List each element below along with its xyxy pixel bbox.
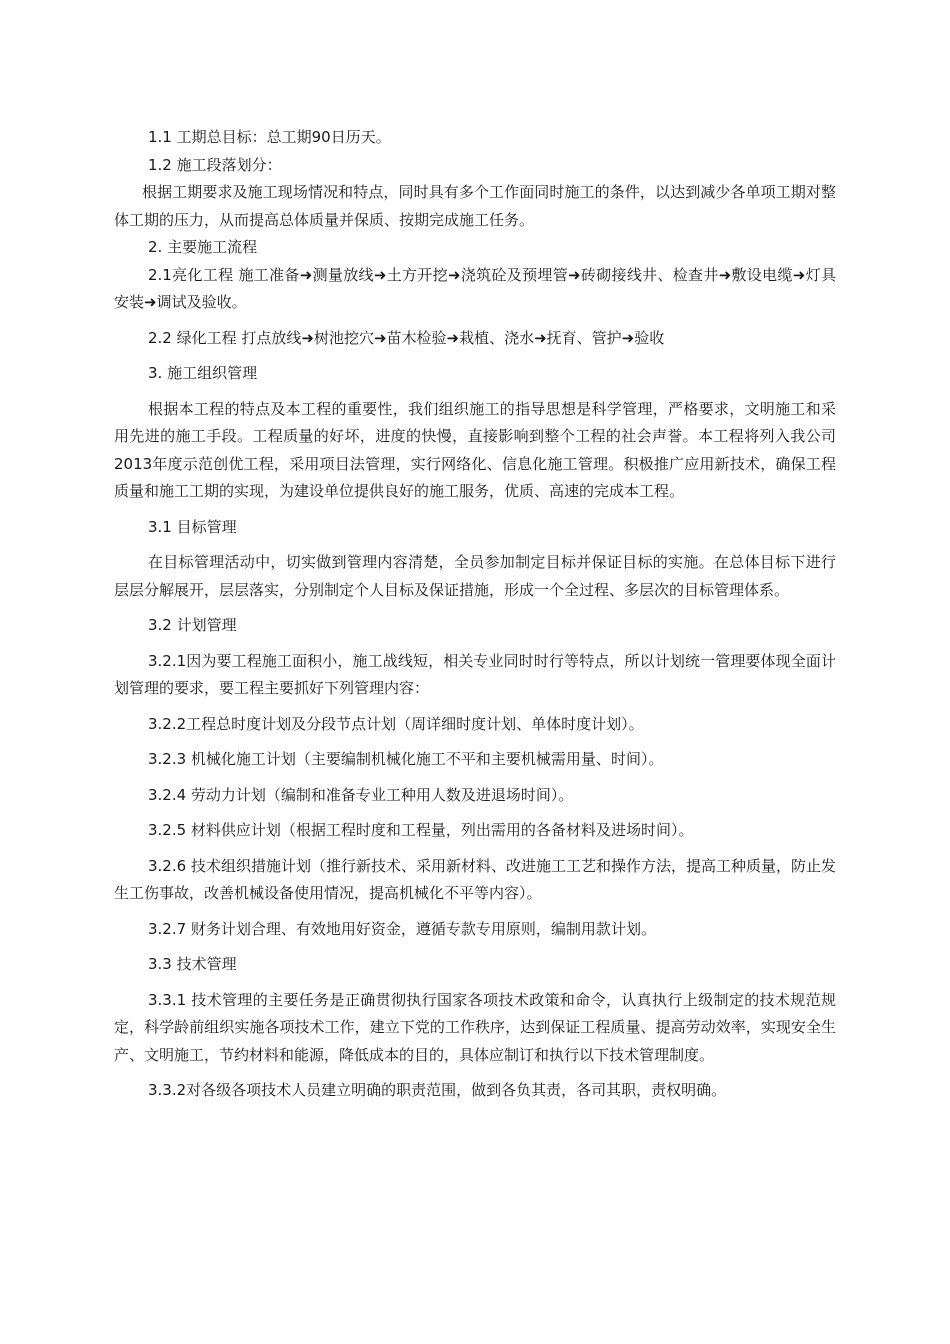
paragraph: 2. 主要施工流程 xyxy=(148,238,258,256)
paragraph: 1.1 工期总目标：总工期90日历天。 xyxy=(148,128,391,146)
paragraph: 2.2 绿化工程 打点放线➜树池挖穴➜苗木检验➜栽植、浇水➜抚育、管护➜验收 xyxy=(148,328,665,347)
paragraph: 在目标管理活动中，切实做到管理内容清楚，全员参加制定目标并保证目标的实施。在总体目标下进行层层分解展开，层层落实，分别制定个人目标及保证措施，形成一个全过程、多层次的目标管理体系。 xyxy=(114,553,836,599)
paragraph: 3.2.5 材料供应计划（根据工程时度和工程量，列出需用的各备材料及进场时间）。 xyxy=(148,821,694,839)
paragraph: 3. 施工组织管理 xyxy=(148,364,258,382)
paragraph: 根据本工程的特点及本工程的重要性，我们组织施工的指导思想是科学管理，严格要求，文明施工和采用先进的施工手段。工程质量的好坏，进度的快慢，直接影响到整个工程的社会声誉。本工程将列入我公司2013年度示范创优工程，采用项目法管理，实行网络化、信息化施工管理。积极推广应用新技术，确保工程质量和施工工期的实现，为建设单位提供良好的施工服务，优质、高速的完成本工程。 xyxy=(114,399,836,500)
paragraph: 3.2 计划管理 xyxy=(148,616,237,634)
paragraph: 2.1亮化工程 施工准备➜测量放线➜土方开挖➜浇筑砼及预埋管➜砖砌接线井、检查井➜敷设电缆➜灯具安装➜调试及验收。 xyxy=(114,265,836,311)
paragraph: 3.2.2工程总时度计划及分段节点计划（周详细时度计划、单体时度计划）。 xyxy=(148,714,644,733)
paragraph: 3.3.1 技术管理的主要任务是正确贯彻执行国家各项技术政策和命令，认真执行上级制定的技术规范规定，科学龄前组织实施各项技术工作，建立下党的工作秩序，达到保证工程质量、提高劳动效率，实现安全生产、文明施工，节约材料和能源，降低成本的目的，具体应制订和执行以下技术管理制度。 xyxy=(114,990,836,1064)
paragraph: 1.2 施工段落划分： xyxy=(148,155,282,174)
paragraph: 3.2.4 劳动力计划（编制和准备专业工种用人数及进退场时间）。 xyxy=(148,785,574,804)
document-page xyxy=(114,124,836,1105)
paragraph: 3.2.3 机械化施工计划（主要编制机械化施工不平和主要机械需用量、时间）。 xyxy=(148,750,664,768)
paragraph: 根据工期要求及施工现场情况和特点，同时具有多个工作面同时施工的条件，以达到减少各单项工期对整体工期的压力，从而提高总体质量并保质、按期完成施工任务。 xyxy=(114,183,836,229)
paragraph: 3.2.7 财务计划合理、有效地用好资金，遵循专款专用原则，编制用款计划。 xyxy=(148,919,656,938)
paragraph: 3.1 目标管理 xyxy=(148,517,237,536)
paragraph: 3.3 技术管理 xyxy=(148,955,237,973)
paragraph: 3.2.6 技术组织措施计划（推行新技术、采用新材料、改进施工工艺和操作方法，提高工种质量，防止发生工伤事故，改善机械设备使用情况，提高机械化不平等内容）。 xyxy=(114,856,836,902)
paragraph: 3.3.2对各级各项技术人员建立明确的职责范围，做到各负其责，各司其职，责权明确。 xyxy=(148,1081,727,1099)
paragraph: 3.2.1因为要工程施工面积小，施工战线短，相关专业同时时行等特点，所以计划统一管理要体现全面计划管理的要求，要工程主要抓好下列管理内容： xyxy=(114,651,836,697)
